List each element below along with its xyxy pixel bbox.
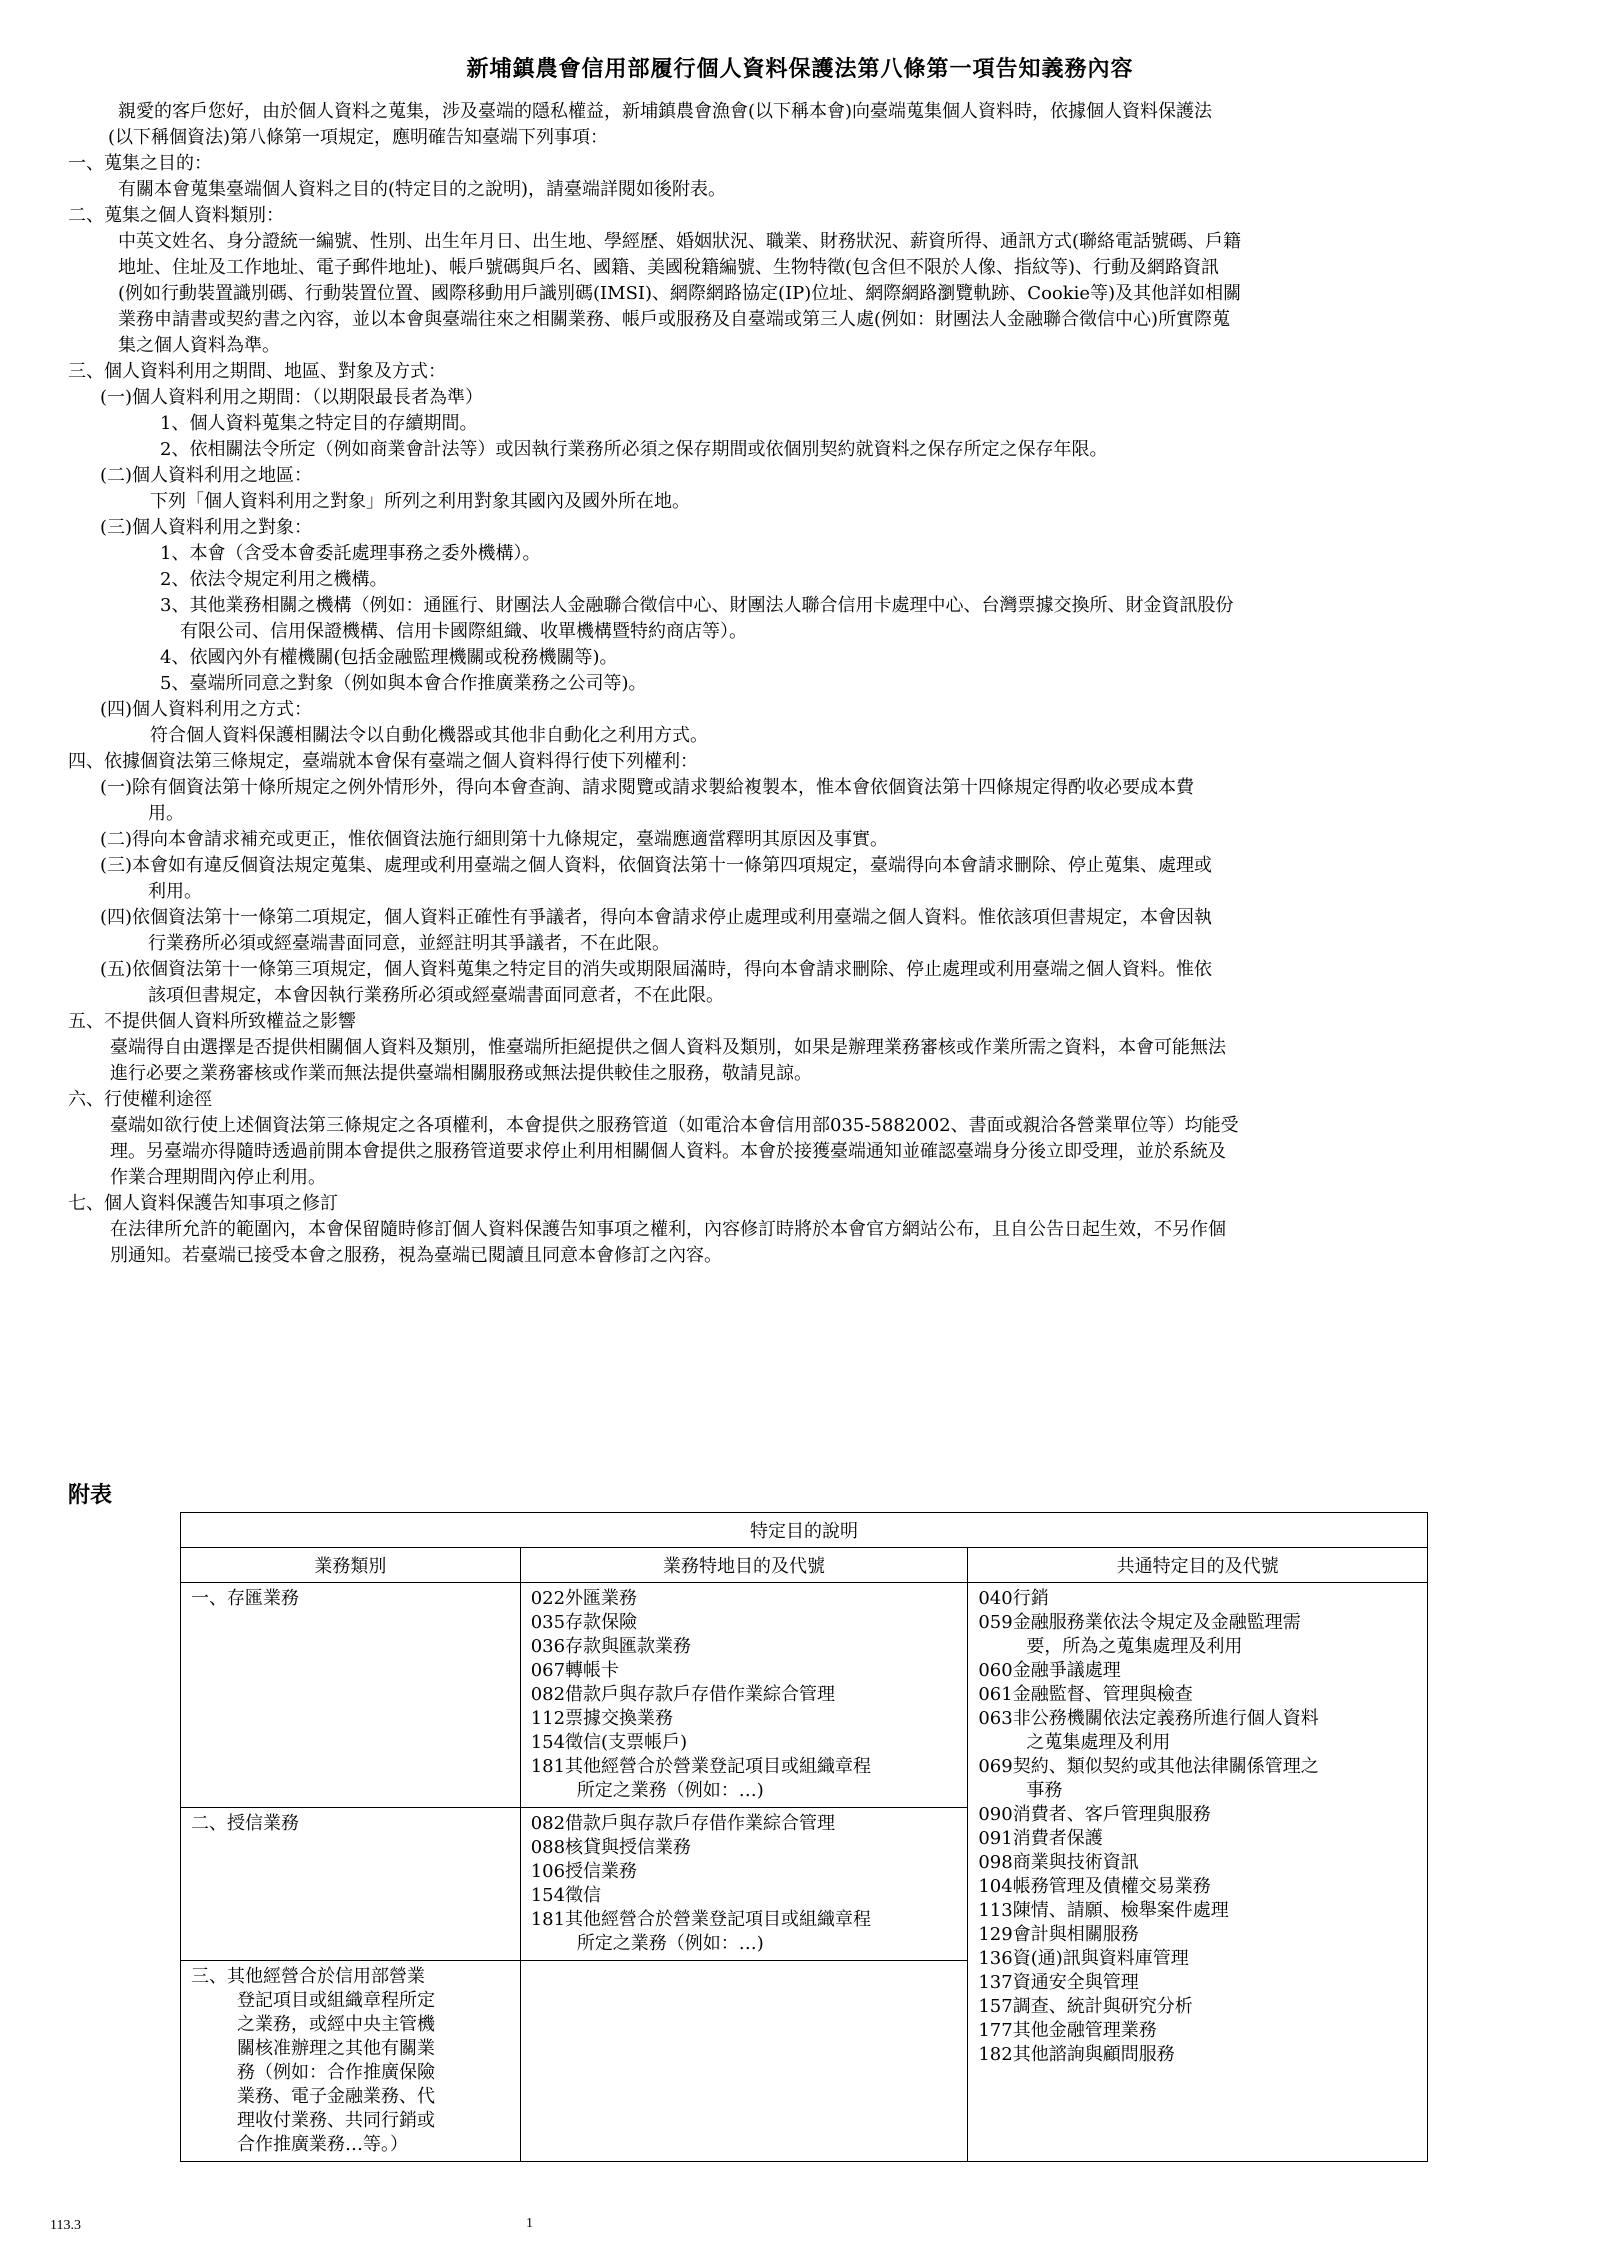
section-3-4-text: 符合個人資料保護相關法令以自動化機器或其他非自動化之利用方式。 (150, 725, 708, 746)
category-cell (181, 1583, 521, 1808)
column-header-specific-purpose: 業務特地目的及代號 (520, 1548, 968, 1583)
table-row (181, 1583, 1428, 1808)
section-3-3-item: 有限公司、信用保證機構、信用卡國際組織、收單機構暨特約商店等）。 (180, 621, 747, 642)
common-code: 177其他金融管理業務 (978, 2020, 1157, 2041)
section-7-heading: 七、個人資料保護告知事項之修訂 (68, 1193, 338, 1214)
purpose-code: 181其他經營合於營業登記項目或組織章程 (530, 1909, 872, 1930)
section-3-1-item: 2、依相關法令所定（例如商業會計法等）或因執行業務所必須之保存期間或依個別契約就資料之保存所定之保存年限。 (160, 439, 1108, 460)
purpose-code: 154徵信 (530, 1885, 602, 1906)
category-other: 之業務，或經中央主管機 (237, 2014, 435, 2035)
common-code: 129會計與相關服務 (978, 1924, 1139, 1945)
purpose-code: 082借款戶與存款戶存借作業綜合管理 (530, 1684, 836, 1705)
purpose-code: 036存款與匯款業務 (530, 1636, 692, 1657)
section-4-heading: 四、依據個資法第三條規定，臺端就本會保有臺端之個人資料得行使下列權利： (68, 751, 698, 772)
purpose-code: 所定之業務（例如：…) (576, 1780, 764, 1801)
section-6-heading: 六、行使權利途徑 (68, 1089, 212, 1110)
purpose-code: 088核貸與授信業務 (530, 1837, 692, 1858)
common-code: 060金融爭議處理 (978, 1660, 1121, 1681)
purpose-code: 067轉帳卡 (530, 1660, 620, 1681)
category-other: 務（例如：合作推廣保險 (237, 2062, 435, 2083)
intro-line: (以下稱個資法)第八條第一項規定，應明確告知臺端下列事項： (108, 127, 609, 148)
section-7-text: 別通知。若臺端已接受本會之服務，視為臺端已閱讀且同意本會修訂之內容。 (110, 1245, 722, 1266)
common-code: 157調查、統計與研究分析 (978, 1996, 1193, 2017)
section-3-3-item: 4、依國內外有權機關(包括金融監理機關或稅務機關等)。 (160, 647, 618, 668)
section-3-2-heading: (二)個人資料利用之地區： (100, 465, 313, 486)
category-other: 業務、電子金融業務、代 (237, 2086, 435, 2107)
version-code: 113.3 (50, 2218, 81, 2233)
page-number: 1 (526, 2216, 533, 2231)
purpose-code: 所定之業務（例如：…) (576, 1933, 764, 1954)
section-2-text: (例如行動裝置識別碼、行動裝置位置、國際移動用戶識別碼(IMSI)、網際網路協定(IP)位址、網際網路瀏覽軌跡、Cookie等)及其他詳如相關 (118, 283, 1242, 304)
common-code: 要，所為之蒐集處理及利用 (1026, 1636, 1243, 1657)
section-3-2-text: 下列「個人資料利用之對象」所列之利用對象其國內及國外所在地。 (150, 491, 690, 512)
common-code: 104帳務管理及債權交易業務 (978, 1876, 1211, 1897)
section-7-text: 在法律所允許的範圍內，本會保留隨時修訂個人資料保護告知事項之權利，內容修訂時將於本會官方網站公布，且自公告日起生效，不另作個 (110, 1219, 1226, 1240)
section-5-text: 進行必要之業務審核或作業而無法提供臺端相關服務或無法提供較佳之服務，敬請見諒。 (110, 1063, 812, 1084)
category-cell (181, 1808, 521, 1961)
section-2-heading: 二、蒐集之個人資料類別： (68, 205, 284, 226)
section-3-3-item: 1、本會（含受本會委託處理事務之委外機構）。 (160, 543, 541, 564)
purpose-code: 022外匯業務 (530, 1588, 638, 1609)
category-cell (181, 1961, 521, 2162)
section-6-text: 臺端如欲行使上述個資法第三條規定之各項權利，本會提供之服務管道（如電洽本會信用部035-5882002、書面或親洽各營業單位等）均能受 (110, 1115, 1239, 1136)
common-code: 事務 (1026, 1780, 1063, 1801)
section-3-3-heading: (三)個人資料利用之對象： (100, 517, 313, 538)
common-code: 113陳情、請願、檢舉案件處理 (978, 1900, 1229, 1921)
table-title: 特定目的說明 (181, 1513, 1428, 1548)
section-2-text: 集之個人資料為準。 (118, 335, 280, 356)
section-1-heading: 一、蒐集之目的： (68, 153, 212, 174)
section-4-item: (三)本會如有違反個資法規定蒐集、處理或利用臺端之個人資料，依個資法第十一條第四項規定，臺端得向本會請求刪除、停止蒐集、處理或 (100, 855, 1213, 876)
section-4-item: (一)除有個資法第十條所規定之例外情形外，得向本會查詢、請求閱覽或請求製給複製本，惟本會依個資法第十四條規定得酌收必要成本費 (100, 777, 1195, 798)
column-header-category: 業務類別 (181, 1548, 521, 1583)
section-2-text: 中英文姓名、身分證統一編號、性別、出生年月日、出生地、學經歷、婚姻狀況、職業、財務狀況、薪資所得、通訊方式(聯絡電話號碼、戶籍 (118, 231, 1242, 252)
column-header-common-purpose: 共通特定目的及代號 (968, 1548, 1428, 1583)
specific-purpose-cell (520, 1583, 968, 1808)
section-4-item: 利用。 (148, 881, 202, 902)
category-other: 登記項目或組織章程所定 (237, 1990, 435, 2011)
section-3-3-item: 3、其他業務相關之機構（例如：通匯行、財團法人金融聯合徵信中心、財團法人聯合信用卡處理中心、台灣票據交換所、財金資訊股份 (160, 595, 1234, 616)
purpose-table (180, 1512, 1428, 2162)
common-code: 040行銷 (978, 1588, 1049, 1609)
specific-purpose-cell (520, 1808, 968, 1961)
section-4-item: (四)依個資法第十一條第二項規定，個人資料正確性有爭議者，得向本會請求停止處理或利用臺端之個人資料。惟依該項但書規定，本會因執 (100, 907, 1213, 928)
section-5-text: 臺端得自由選擇是否提供相關個人資料及類別，惟臺端所拒絕提供之個人資料及類別，如果是辦理業務審核或作業所需之資料，本會可能無法 (110, 1037, 1226, 1058)
purpose-code: 082借款戶與存款戶存借作業綜合管理 (530, 1813, 836, 1834)
section-4-item: 行業務所必須或經臺端書面同意，並經註明其爭議者，不在此限。 (148, 933, 670, 954)
section-4-item: (五)依個資法第十一條第三項規定，個人資料蒐集之特定目的消失或期限屆滿時，得向本會請求刪除、停止處理或利用臺端之個人資料。惟依 (100, 959, 1213, 980)
section-2-text: 地址、住址及工作地址、電子郵件地址)、帳戶號碼與戶名、國籍、美國稅籍編號、生物特徵(包含但不限於人像、指紋等)、行動及網路資訊 (118, 257, 1220, 278)
category-deposit-remittance: 一、存匯業務 (191, 1588, 299, 1609)
intro-line: 親愛的客戶您好，由於個人資料之蒐集，涉及臺端的隱私權益，新埔鎮農會漁會(以下稱本會)向臺端蒐集個人資料時，依據個人資料保護法 (118, 101, 1213, 122)
purpose-code: 112票據交換業務 (530, 1708, 674, 1729)
annex-label: 附表 (68, 1482, 113, 1508)
common-code: 059金融服務業依法令規定及金融監理需 (978, 1612, 1301, 1633)
section-2-text: 業務申請書或契約書之內容，並以本會與臺端往來之相關業務、帳戶或服務及自臺端或第三人處(例如：財團法人金融聯合徵信中心)所實際蒐 (118, 309, 1231, 330)
category-credit: 二、授信業務 (191, 1813, 299, 1834)
section-3-3-item: 5、臺端所同意之對象（例如與本會合作推廣業務之公司等)。 (160, 673, 647, 694)
section-3-heading: 三、個人資料利用之期間、地區、對象及方式： (68, 361, 446, 382)
section-3-1-item: 1、個人資料蒐集之特定目的存續期間。 (160, 413, 478, 434)
common-code: 069契約、類似契約或其他法律關係管理之 (978, 1756, 1319, 1777)
document-title: 新埔鎮農會信用部履行個人資料保護法第八條第一項告知義務內容 (466, 56, 1134, 82)
section-5-heading: 五、不提供個人資料所致權益之影響 (68, 1011, 356, 1032)
purpose-code: 035存款保險 (530, 1612, 638, 1633)
section-3-4-heading: (四)個人資料利用之方式： (100, 699, 313, 720)
common-purpose-cell (968, 1583, 1428, 2162)
section-4-item: (二)得向本會請求補充或更正，惟依個資法施行細則第十九條規定，臺端應適當釋明其原因及事實。 (100, 829, 889, 850)
specific-purpose-cell-empty (520, 1961, 968, 2162)
section-4-item: 該項但書規定，本會因執行業務所必須或經臺端書面同意者，不在此限。 (148, 985, 724, 1006)
section-6-text: 作業合理期間內停止利用。 (110, 1167, 326, 1188)
category-other: 關核准辦理之其他有關業 (237, 2038, 435, 2059)
category-other: 理收付業務、共同行銷或 (237, 2110, 435, 2131)
common-code: 137資通安全與管理 (978, 1972, 1139, 1993)
common-code: 098商業與技術資訊 (978, 1852, 1139, 1873)
common-code: 063非公務機關依法定義務所進行個人資料 (978, 1708, 1319, 1729)
purpose-code: 154徵信(支票帳戶) (530, 1732, 688, 1753)
common-code: 136資(通)訊與資料庫管理 (978, 1948, 1189, 1969)
purpose-code: 106授信業務 (530, 1861, 638, 1882)
purpose-code: 181其他經營合於營業登記項目或組織章程 (530, 1756, 872, 1777)
section-6-text: 理。另臺端亦得隨時透過前開本會提供之服務管道要求停止利用相關個人資料。本會於接獲臺端通知並確認臺端身分後立即受理，並於系統及 (110, 1141, 1226, 1162)
common-code: 090消費者、客戶管理與服務 (978, 1804, 1211, 1825)
common-code: 182其他諮詢與顧問服務 (978, 2044, 1175, 2065)
section-4-item: 用。 (148, 803, 184, 824)
category-other: 三、其他經營合於信用部營業 (191, 1966, 425, 1987)
section-1-text: 有關本會蒐集臺端個人資料之目的(特定目的之說明)，請臺端詳閱如後附表。 (118, 179, 727, 200)
section-3-3-item: 2、依法令規定利用之機構。 (160, 569, 388, 590)
common-code: 091消費者保護 (978, 1828, 1103, 1849)
section-3-1-heading: (一)個人資料利用之期間：（以期限最長者為準） (100, 387, 484, 408)
category-other: 合作推廣業務…等。） (237, 2134, 408, 2155)
common-code: 061金融監督、管理與檢查 (978, 1684, 1193, 1705)
common-code: 之蒐集處理及利用 (1026, 1732, 1171, 1753)
